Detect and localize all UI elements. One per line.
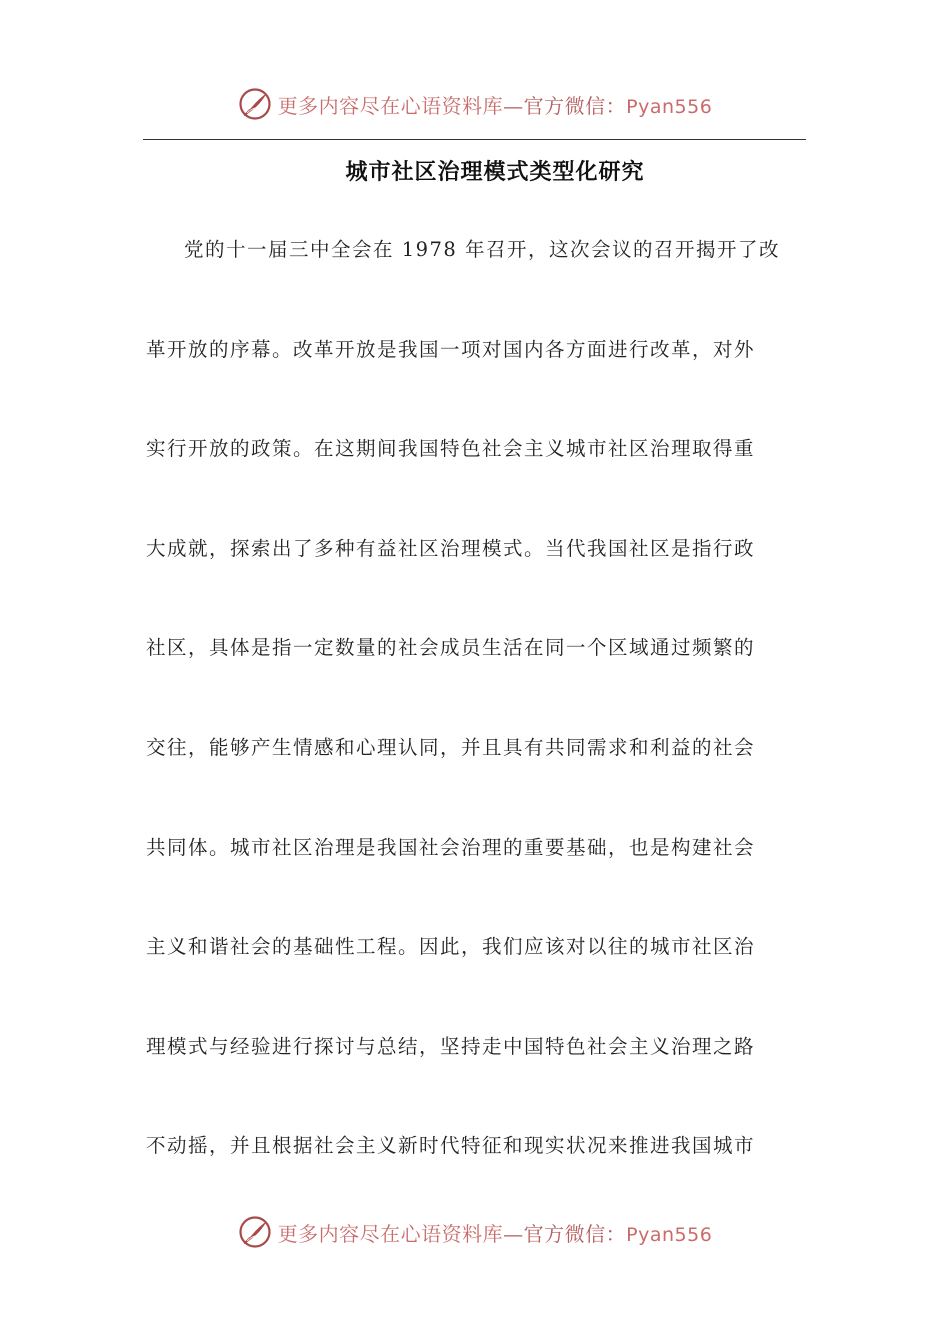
body-line: 共同体。城市社区治理是我国社会治理的重要基础，也是构建社会 [146, 835, 756, 859]
document-body [146, 232, 806, 1228]
footer-brand: 更多内容尽在心语资料库 [277, 1221, 504, 1246]
header-divider [143, 139, 806, 140]
header-brand: 更多内容尽在心语资料库 [277, 93, 504, 118]
footer-banner [0, 1212, 950, 1252]
header-account: Pyan556 [626, 95, 713, 118]
quill-pen-logo-icon [238, 1215, 272, 1249]
body-line: 社区，具体是指一定数量的社会成员生活在同一个区域通过频繁的 [146, 636, 756, 660]
body-line: 不动摇，并且根据社会主义新时代特征和现实状况来推进我国城市 [146, 1134, 756, 1158]
body-line: 大成就，探索出了多种有益社区治理模式。当代我国社区是指行政 [146, 536, 756, 560]
body-line: 党的十一届三中全会在 1978 年召开，这次会议的召开揭开了改 [184, 238, 781, 261]
header-contact-label: 官方微信： [523, 93, 627, 118]
footer-contact-label: 官方微信： [523, 1221, 627, 1246]
footer-dash: — [503, 1221, 524, 1246]
header-dash: — [503, 93, 524, 118]
footer-account: Pyan556 [626, 1223, 713, 1246]
footer-banner-text [278, 1218, 713, 1247]
body-line: 理模式与经验进行探讨与总结，坚持走中国特色社会主义治理之路 [146, 1034, 756, 1058]
document-title: 城市社区治理模式类型化研究 [345, 159, 645, 185]
body-line: 交往，能够产生情感和心理认同，并且具有共同需求和利益的社会 [146, 735, 756, 759]
body-line: 主义和谐社会的基础性工程。因此，我们应该对以往的城市社区治 [146, 935, 756, 959]
body-line: 实行开放的政策。在这期间我国特色社会主义城市社区治理取得重 [146, 437, 756, 461]
header-banner-text [278, 90, 713, 119]
header-banner [0, 84, 950, 124]
quill-pen-logo-icon [238, 87, 272, 121]
body-line: 革开放的序幕。改革开放是我国一项对国内各方面进行改革，对外 [146, 337, 756, 361]
